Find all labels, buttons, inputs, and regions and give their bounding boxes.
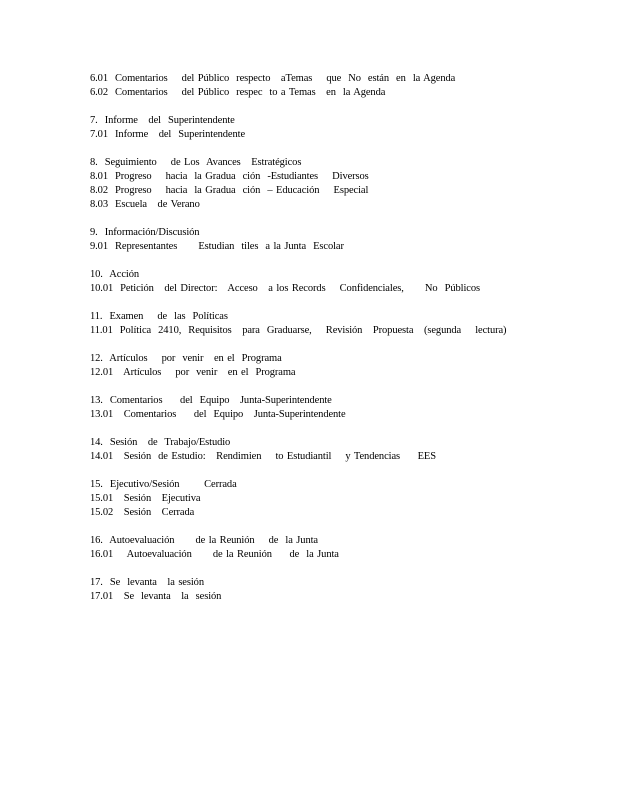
agenda-heading-15: 15. Ejecutivo/Sesión Cerrada <box>90 479 237 490</box>
agenda-section-16 <box>90 534 590 562</box>
agenda-section-14 <box>90 436 590 464</box>
agenda-heading-10: 10. Acción <box>90 269 140 280</box>
agenda-item-8-03: 8.03 Escuela de Verano <box>90 199 200 210</box>
agenda-item-9-01: 9.01 Representantes Estudian tiles a la Junta Escolar <box>90 241 344 252</box>
agenda-item-16-01: 16.01 Autoevaluación de la Reunión de la Junta <box>90 549 339 560</box>
agenda-item-11-01: 11.01 Política 2410, Requisitos para Graduarse, Revisión Propuesta (segunda lectura) <box>90 325 507 336</box>
agenda-heading-14: 14. Sesión de Trabajo/Estudio <box>90 437 231 448</box>
agenda-item-13-01: 13.01 Comentarios del Equipo Junta-Superintendente <box>90 409 346 420</box>
agenda-section-9 <box>90 226 590 254</box>
agenda-item-10-01: 10.01 Petición del Director: Acceso a los Records Confidenciales, No Públicos <box>90 283 480 294</box>
agenda-heading-12: 12. Artículos por venir en el Programa <box>90 353 282 364</box>
agenda-item-12-01: 12.01 Artículos por venir en el Programa <box>90 367 296 378</box>
agenda-item-6-02: 6.02 Comentarios del Público respec to a Temas en la Agenda <box>90 87 386 98</box>
agenda-item-15-01: 15.01 Sesión Ejecutiva <box>90 493 201 504</box>
agenda-item-8-02: 8.02 Progreso hacia la Gradua ción – Educación Especial <box>90 185 369 196</box>
agenda-section-12 <box>90 352 590 380</box>
agenda-heading-7: 7. Informe del Superintendente <box>90 115 235 126</box>
agenda-item-14-01: 14.01 Sesión de Estudio: Rendimien to Estudiantil y Tendencias EES <box>90 451 436 462</box>
agenda-section-10 <box>90 268 590 296</box>
agenda-heading-16: 16. Autoevaluación de la Reunión de la Junta <box>90 535 318 546</box>
agenda-item-17-01: 17.01 Se levanta la sesión <box>90 591 222 602</box>
agenda-section-17 <box>90 576 590 604</box>
agenda-section-11 <box>90 310 590 338</box>
agenda-item-7-01: 7.01 Informe del Superintendente <box>90 129 246 140</box>
agenda-section-13 <box>90 394 590 422</box>
agenda-heading-8: 8. Seguimiento de Los Avances Estratégicos <box>90 157 302 168</box>
agenda-section-15 <box>90 478 590 520</box>
agenda-section-7 <box>90 114 590 142</box>
agenda-item-6-01: 6.01 Comentarios del Público respecto aTemas que No están en la Agenda <box>90 73 456 84</box>
agenda-section-8 <box>90 156 590 212</box>
agenda-heading-13: 13. Comentarios del Equipo Junta-Superintendente <box>90 395 332 406</box>
agenda-document <box>90 72 590 618</box>
agenda-item-8-01: 8.01 Progreso hacia la Gradua ción -Estudiantes Diversos <box>90 171 369 182</box>
agenda-section-6 <box>90 72 590 100</box>
agenda-item-15-02: 15.02 Sesión Cerrada <box>90 507 195 518</box>
agenda-heading-9: 9. Información/Discusión <box>90 227 200 238</box>
agenda-heading-17: 17. Se levanta la sesión <box>90 577 204 588</box>
agenda-heading-11: 11. Examen de las Políticas <box>90 311 228 322</box>
